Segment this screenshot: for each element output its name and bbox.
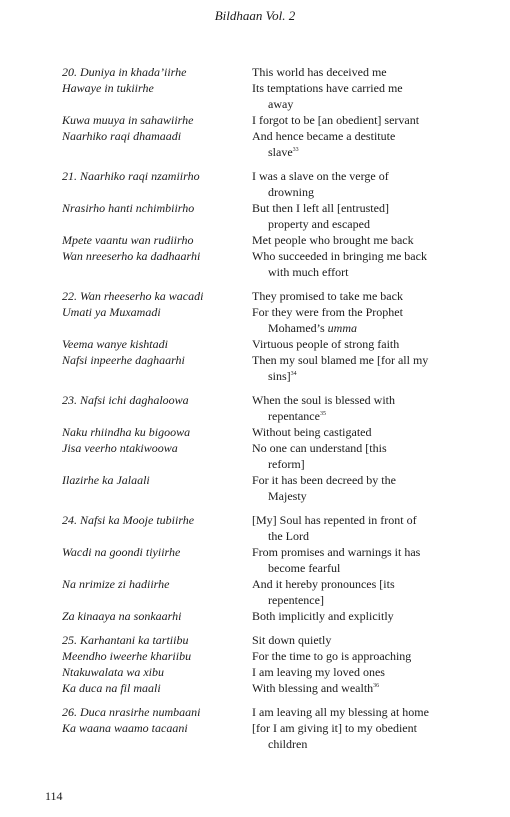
verse-line: 25. Karhantani ka tartiibu [62,633,189,647]
verse-line: Wacdi na goondi tiyiirhe [62,545,181,559]
translation-line [268,408,326,424]
verse-line: Ka waana waamo tacaani [62,721,188,735]
footnote-marker: 36 [373,683,380,689]
verse-line: Hawaye in tukiirhe [62,81,154,95]
translation-text: Mohamed’s [268,321,328,335]
translation-line: From promises and warnings it has [252,545,421,559]
footnote-marker: 34 [290,371,297,377]
translation-line: with much effort [268,265,349,279]
translation-line: No one can understand [this [252,441,387,455]
translation-line: Without being castigated [252,425,372,439]
translation-line: I forgot to be [an obedient] servant [252,113,420,127]
verse-line: Meendho iweerhe khariibu [62,649,192,663]
verse-line: Za kinaaya na sonkaarhi [62,609,182,623]
translation-line: reform] [268,457,305,471]
translation-line [268,368,297,384]
translation-line [252,680,379,696]
translation-line: drowning [268,185,314,199]
verse-line: Naku rhiindha ku bigoowa [62,425,191,439]
page-number: 114 [45,789,63,803]
translation-line: [My] Soul has repented in front of [252,513,417,527]
verse-line: Veema wanye kishtadi [62,337,168,351]
verse-line: 21. Naarhiko raqi nzamiirho [62,169,200,183]
verse-line: Nafsi inpeerhe daghaarhi [62,353,185,367]
verse-line: 23. Nafsi ichi daghaloowa [62,393,189,407]
translation-line: They promised to take me back [252,289,403,303]
translation-line: And hence became a destitute [252,129,396,143]
translation-text: With blessing and wealth [252,681,374,695]
translation-text: sins] [268,369,291,383]
verse-line: 20. Duniya in khada’iirhe [62,65,187,79]
translation-line: the Lord [268,529,309,543]
verse-line: Ntakuwalata wa xibu [62,665,164,679]
translation-line: When the soul is blessed with [252,393,395,407]
translation-line: For the time to go is approaching [252,649,412,663]
verse-line: Kuwa muuya in sahawiirhe [62,113,194,127]
footnote-marker: 35 [319,411,326,417]
verse-line: Wan nreeserho ka dadhaarhi [62,249,201,263]
translation-line: Majesty [268,489,307,503]
translation-line: children [268,737,308,751]
translation-line: This world has deceived me [252,65,387,79]
translation-line [268,320,357,336]
verse-line: Jisa veerho ntakiwoowa [62,441,178,455]
translation-line: For they were from the Prophet [252,305,403,319]
translation-line: I am leaving my loved ones [252,665,385,679]
translation-line: But then I left all [entrusted] [252,201,389,215]
translation-line: Then my soul blamed me [for all my [252,353,429,367]
verse-line: Naarhiko raqi dhamaadi [62,129,182,143]
verse-line: Na nrimize zi hadiirhe [62,577,170,591]
translation-line: Virtuous people of strong faith [252,337,400,351]
translation-text: slave [268,145,293,159]
translation-line: become fearful [268,561,341,575]
umma-term: umma [327,321,358,335]
translation-line: Both implicitly and explicitly [252,609,394,623]
verse-line: Ka duca na fil maali [62,681,161,695]
verse-line: 24. Nafsi ka Mooje tubiirhe [62,513,195,527]
verse-line: 22. Wan rheeserho ka wacadi [62,289,204,303]
translation-line [268,144,299,160]
verse-line: Ilazirhe ka Jalaali [62,473,150,487]
verse-line: 26. Duca nrasirhe numbaani [62,705,201,719]
translation-line: Who succeeded in bringing me back [252,249,427,263]
translation-line: [for I am giving it] to my obedient [252,721,417,735]
verse-line: Umati ya Muxamadi [62,305,161,319]
translation-line: I was a slave on the verge of [252,169,389,183]
verse-line: Nrasirho hanti nchimbiirho [62,201,195,215]
translation-line: Sit down quietly [252,633,332,647]
translation-line: And it hereby pronounces [its [252,577,395,591]
translation-text: repentance [268,409,320,423]
running-header: Bildhaan Vol. 2 [214,8,296,23]
translation-line: For it has been decreed by the [252,473,396,487]
translation-line: away [268,97,294,111]
verse-line: Mpete vaantu wan rudiirho [62,233,194,247]
translation-line: property and escaped [268,217,370,231]
translation-line: repentence] [268,593,324,607]
translation-line: Met people who brought me back [252,233,414,247]
translation-line: Its temptations have carried me [252,81,403,95]
footnote-marker: 33 [292,147,299,153]
translation-line: I am leaving all my blessing at home [252,705,429,719]
